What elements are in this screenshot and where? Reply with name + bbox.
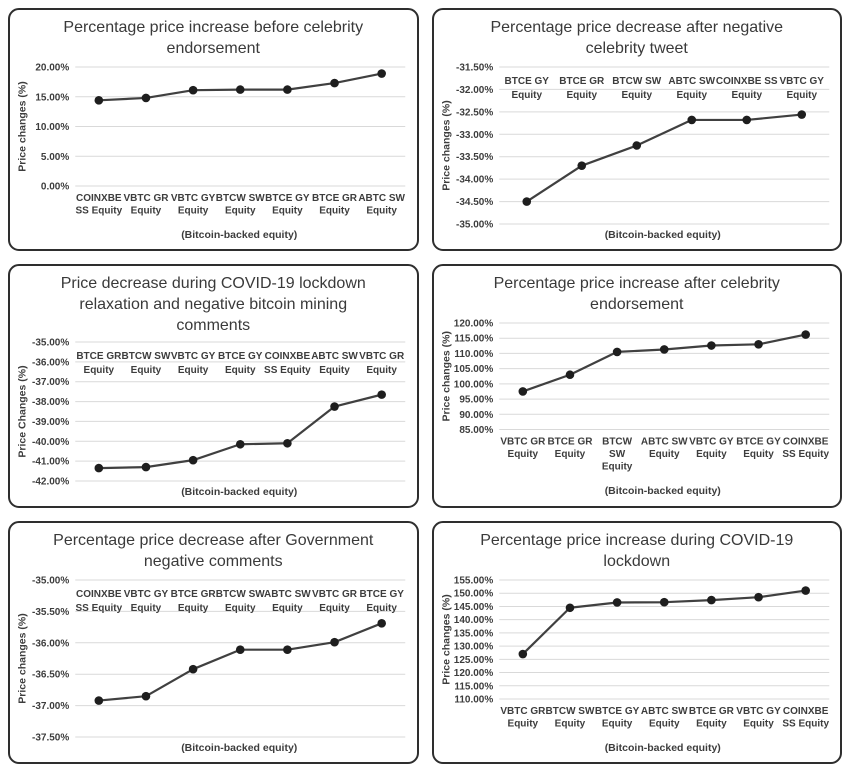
category-label: Equity [366, 365, 397, 377]
category-label: Equity [130, 602, 162, 614]
category-label: COINXBE [782, 436, 828, 448]
data-point [283, 85, 292, 94]
category-label: Equity [565, 90, 597, 101]
chart-title-line: Percentage price increase before celebrity [63, 19, 364, 36]
category-label: SS Equity [264, 365, 311, 377]
x-axis-label: (Bitcoin-backed equity) [181, 486, 298, 499]
chart-title-line: Percentage price increase during COVID-19 [480, 531, 794, 549]
data-point [687, 116, 696, 125]
data-point [797, 110, 806, 119]
category-label: Equity [366, 602, 397, 614]
data-point [565, 603, 574, 612]
data-point [283, 645, 292, 654]
data-line [522, 335, 805, 392]
y-tick-label: 120.00% [453, 667, 493, 679]
chart-title [434, 266, 841, 315]
chart-canvas [10, 523, 417, 742]
y-tick-label: -34.00% [455, 174, 493, 186]
y-tick-label: -36.00% [32, 357, 70, 369]
x-axis-label: (Bitcoin-backed equity) [604, 485, 721, 498]
y-tick-label: -35.00% [455, 219, 493, 229]
chart-canvas [434, 523, 841, 742]
category-label: COINXBE [76, 193, 122, 204]
y-tick-label: 110.00% [453, 349, 493, 361]
category-label: VBTC GR [123, 193, 169, 204]
category-label: Equity [224, 365, 256, 377]
category-label: BTCW [601, 436, 632, 448]
category-label: SS Equity [75, 205, 123, 217]
category-label: SS Equity [781, 718, 829, 730]
y-tick-label: 10.00% [35, 122, 70, 133]
chart-panel-decrease-government-comments [8, 521, 419, 764]
chart-panel-decrease-after-negative-tweet [432, 8, 843, 251]
category-label: ABTC SW [264, 588, 311, 600]
category-label: BTCE GY [735, 436, 781, 448]
category-label: VBTC GY [688, 436, 734, 448]
y-tick-label: 125.00% [453, 654, 493, 666]
category-label: BTCE GR [76, 351, 122, 363]
data-point [522, 197, 531, 206]
category-label: VBTC GY [170, 193, 216, 204]
data-point [377, 391, 386, 400]
category-label: BTCW SW [215, 193, 265, 204]
category-label: ABTC SW [667, 76, 715, 87]
data-point [801, 586, 810, 595]
category-label: Equity [554, 449, 585, 461]
data-point [612, 348, 621, 357]
y-tick-label: 120.00% [453, 318, 493, 330]
y-tick-label: -32.00% [455, 84, 493, 96]
category-label: ABTC SW [640, 436, 688, 448]
chart-title-line: Percentage price decrease after negative [490, 19, 784, 36]
x-axis-label: (Bitcoin-backed equity) [604, 229, 721, 241]
chart-title-line: relaxation and negative bitcoin mining [79, 296, 348, 314]
data-point [330, 79, 339, 88]
category-label: Equity [319, 602, 350, 614]
category-label: VBTC GR [312, 588, 358, 600]
chart-title-line: lockdown [603, 552, 671, 570]
category-label: Equity [224, 602, 256, 614]
category-label: ABTC SW [358, 193, 406, 204]
category-label: BTCE GY [594, 705, 639, 717]
y-tick-label: -33.00% [455, 129, 493, 141]
category-label: COINXBE SS [715, 76, 778, 87]
chart-plot [10, 572, 417, 742]
data-point [142, 94, 151, 103]
category-label: Equity [507, 718, 538, 730]
category-label: BTCE GR [546, 436, 592, 448]
chart-plot [434, 59, 841, 229]
x-axis-label: (Bitcoin-backed equity) [181, 229, 298, 241]
data-point [612, 598, 621, 607]
data-point [377, 619, 386, 628]
category-label: COINXBE [264, 351, 311, 363]
y-tick-label: 130.00% [453, 641, 493, 653]
chart-title [10, 523, 417, 572]
data-point [95, 464, 104, 473]
y-tick-label: 5.00% [40, 151, 70, 163]
category-label: BTCW SW [545, 705, 594, 717]
chart-title [10, 10, 417, 59]
chart-title-line: celebrity tweet [585, 40, 688, 57]
y-tick-label: -34.50% [455, 197, 493, 209]
category-label: Equity [648, 718, 680, 730]
y-tick-label: -35.00% [32, 575, 70, 587]
chart-title [10, 266, 417, 336]
data-point [754, 593, 763, 602]
data-point [754, 340, 763, 349]
data-point [742, 116, 751, 125]
data-point [330, 403, 339, 412]
chart-plot [434, 572, 841, 742]
category-label: Equity [601, 461, 632, 473]
chart-title-line: negative comments [143, 552, 283, 570]
category-label: COINXBE [782, 705, 828, 717]
y-tick-label: -32.50% [455, 107, 493, 119]
y-tick-label: 145.00% [453, 601, 493, 613]
category-label: Equity [507, 449, 538, 461]
category-label: VBTC GR [359, 351, 405, 363]
category-label: BTCE GR [688, 705, 734, 717]
chart-title-line: endorsement [166, 40, 260, 57]
data-point [95, 696, 104, 705]
category-label: ABTC SW [311, 351, 358, 363]
category-label: Equity [177, 602, 209, 614]
category-label: Equity [695, 449, 727, 461]
chart-plot [434, 315, 841, 485]
data-point [632, 141, 641, 150]
category-label: Equity [177, 365, 209, 377]
x-axis-label: (Bitcoin-backed equity) [604, 741, 721, 754]
y-tick-label: 150.00% [453, 588, 493, 600]
y-tick-label: -37.00% [32, 700, 70, 712]
category-label: Equity [785, 90, 817, 101]
category-label: BTCE GY [265, 193, 310, 204]
data-point [659, 598, 668, 607]
data-point [236, 85, 245, 94]
category-label: Equity [601, 718, 632, 730]
category-label: BTCE GR [170, 588, 216, 600]
y-axis-label: Price changes (%) [439, 331, 452, 422]
category-label: VBTC GY [735, 705, 781, 717]
y-axis-label: Price changes (%) [439, 593, 452, 685]
y-tick-label: 140.00% [453, 614, 493, 626]
category-label: Equity [695, 718, 727, 730]
data-point [577, 161, 586, 170]
y-tick-label: 115.00% [453, 680, 493, 692]
category-label: Equity [554, 718, 585, 730]
y-tick-label: -35.00% [32, 337, 70, 349]
y-tick-label: -40.00% [32, 437, 70, 449]
category-label: Equity [130, 365, 162, 377]
category-label: Equity [742, 718, 774, 730]
category-label: BTCE GY [359, 588, 404, 600]
y-tick-label: 155.00% [453, 575, 493, 587]
y-tick-label: 90.00% [458, 410, 493, 422]
chart-title-line: Percentage price decrease after Government [53, 531, 374, 549]
category-label: Equity [675, 90, 707, 101]
category-label: Equity [510, 90, 542, 101]
data-point [283, 439, 292, 448]
y-tick-label: 85.00% [458, 425, 493, 437]
data-point [518, 649, 527, 658]
y-tick-label: -31.50% [455, 62, 493, 74]
category-label: VBTC GR [499, 705, 545, 717]
y-tick-label: -37.00% [32, 377, 70, 389]
y-tick-label: -38.00% [32, 397, 70, 409]
data-point [189, 86, 198, 95]
chart-title [434, 10, 841, 59]
category-label: Equity [648, 449, 680, 461]
category-label: Equity [366, 205, 397, 217]
y-tick-label: 95.00% [458, 394, 493, 406]
data-point [236, 645, 245, 654]
y-axis-label: Price Changes (%) [16, 365, 29, 458]
category-label: BTCE GR [558, 76, 604, 87]
chart-canvas [434, 10, 841, 229]
x-axis-label: (Bitcoin-backed equity) [181, 741, 298, 754]
data-point [565, 371, 574, 380]
data-point [801, 331, 810, 340]
data-point [659, 346, 668, 355]
chart-panel-increase-after-endorsement [432, 264, 843, 507]
data-point [236, 440, 245, 449]
category-label: Equity [272, 602, 303, 614]
category-label: BTCE GY [218, 351, 263, 363]
y-tick-label: 105.00% [453, 364, 493, 376]
category-label: Equity [177, 205, 209, 217]
category-label: COINXBE [76, 588, 122, 600]
category-label: VBTC GY [779, 76, 824, 87]
data-point [377, 69, 386, 78]
data-point [189, 456, 198, 465]
chart-canvas [434, 266, 841, 485]
data-line [99, 395, 382, 468]
category-label: Equity [319, 365, 350, 377]
chart-panel-increase-covid-lockdown [432, 521, 843, 764]
chart-canvas [10, 10, 417, 229]
y-axis-label: Price changes (%) [16, 81, 29, 172]
category-label: BTCE GY [504, 76, 549, 87]
y-tick-label: -33.50% [455, 152, 493, 164]
data-point [707, 342, 716, 351]
category-label: Equity [224, 205, 256, 217]
chart-plot [10, 59, 417, 229]
category-label: Equity [130, 205, 162, 217]
category-label: Equity [272, 205, 303, 217]
category-label: SS Equity [75, 602, 123, 614]
y-tick-label: -36.00% [32, 637, 70, 649]
data-point [142, 463, 151, 472]
y-tick-label: -41.00% [32, 456, 70, 468]
data-point [189, 665, 198, 674]
y-tick-label: -35.50% [32, 606, 70, 618]
category-label: BTCW SW [611, 76, 661, 87]
category-label: BTCW SW [215, 588, 265, 600]
data-line [99, 623, 382, 700]
category-label: Equity [742, 449, 774, 461]
data-point [142, 692, 151, 701]
data-point [707, 595, 716, 604]
y-tick-label: 110.00% [453, 694, 493, 706]
y-tick-label: 115.00% [453, 334, 493, 346]
category-label: SW [608, 449, 625, 461]
category-label: Equity [730, 90, 762, 101]
y-tick-label: -39.00% [32, 417, 70, 429]
category-label: Equity [319, 205, 350, 217]
category-label: VBTC GY [123, 588, 169, 600]
category-label: ABTC SW [640, 705, 688, 717]
y-axis-label: Price changes (%) [439, 100, 452, 191]
category-label: SS Equity [781, 449, 829, 461]
data-point [95, 96, 104, 105]
chart-title-line: endorsement [590, 296, 684, 314]
category-label: Equity [620, 90, 652, 101]
category-label: VBTC GR [499, 436, 545, 448]
y-tick-label: -37.50% [32, 732, 70, 742]
y-tick-label: 20.00% [35, 62, 70, 74]
chart-title-line: Price decrease during COVID-19 lockdown [60, 275, 366, 293]
category-label: BTCW SW [121, 351, 171, 363]
chart-title [434, 523, 841, 572]
y-tick-label: 135.00% [453, 628, 493, 640]
y-tick-label: -42.00% [32, 476, 70, 487]
y-tick-label: 0.00% [40, 181, 70, 193]
data-point [330, 638, 339, 647]
y-tick-label: 15.00% [35, 92, 70, 104]
chart-title-line: comments [176, 317, 251, 335]
chart-title-line: Percentage price increase after celebrity [493, 275, 780, 293]
chart-canvas [10, 266, 417, 486]
data-point [518, 387, 527, 396]
y-tick-label: -36.50% [32, 669, 70, 681]
category-label: Equity [83, 365, 115, 377]
data-line [526, 115, 801, 202]
chart-plot [10, 336, 417, 486]
chart-panel-decrease-covid-relaxation [8, 264, 419, 507]
category-label: VBTC GY [170, 351, 216, 363]
y-axis-label: Price changes (%) [16, 612, 29, 704]
category-label: BTCE GR [312, 193, 358, 204]
chart-panel-increase-before-endorsement [8, 8, 419, 251]
y-tick-label: 100.00% [453, 379, 493, 391]
